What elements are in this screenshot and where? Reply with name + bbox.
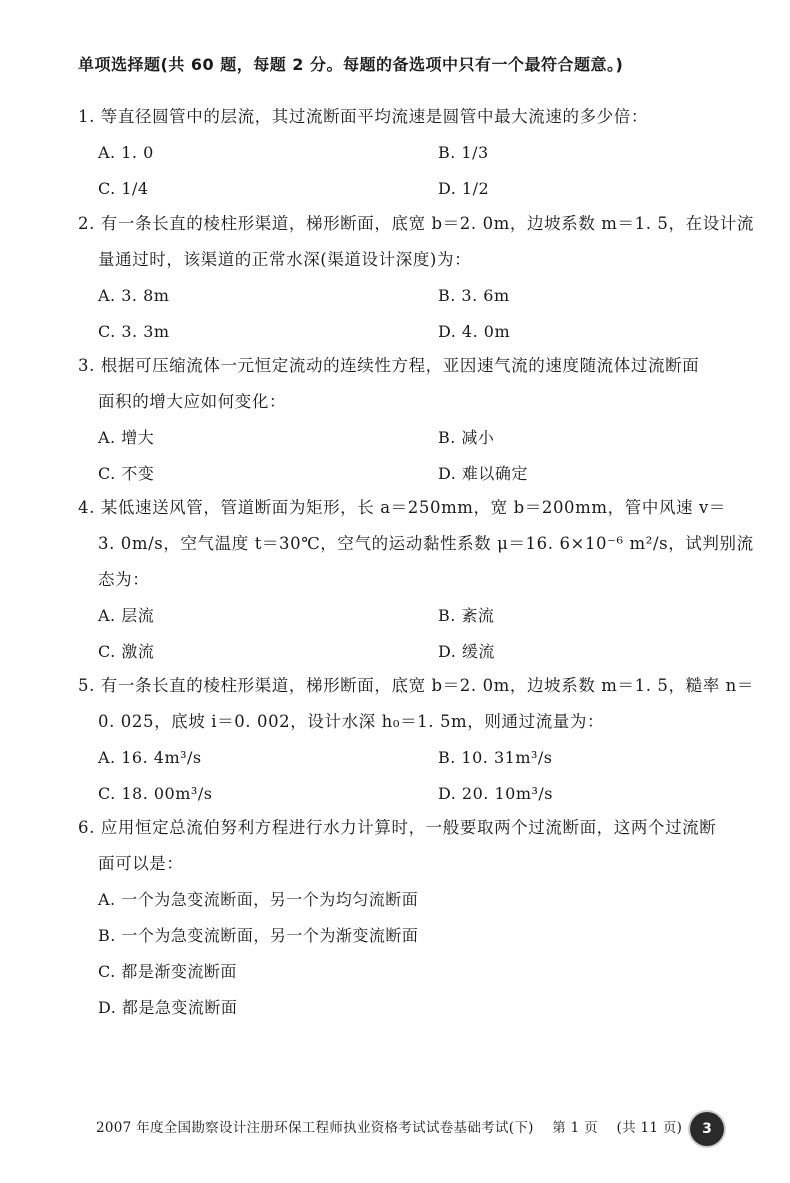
- option-d: D. 难以确定: [438, 464, 528, 483]
- options-row: [78, 456, 738, 492]
- question-text-cont: 3. 0m/s，空气温度 t＝30℃，空气的运动黏性系数 μ＝16. 6×10⁻⁶ m²/s，试判别流: [98, 534, 754, 553]
- question-text-cont: 0. 025，底坡 i＝0. 002，设计水深 h₀＝1. 5m，则通过流量为：: [98, 712, 605, 731]
- question-text: 2. 有一条长直的棱柱形渠道，梯形断面，底宽 b＝2. 0m，边坡系数 m＝1. 5，在设计流: [78, 214, 755, 233]
- option-d: D. 1/2: [438, 179, 490, 198]
- section-header: 单项选择题(共 60 题，每题 2 分。每题的备选项中只有一个最符合题意。): [78, 55, 624, 74]
- question-text: 1. 等直径圆管中的层流，其过流断面平均流速是圆管中最大流速的多少倍：: [78, 107, 648, 126]
- options-row: [78, 171, 738, 207]
- option-c: C. 激流: [98, 642, 155, 661]
- question-3: [78, 348, 738, 492]
- question-text-cont: 量通过时，该渠道的正常水深(渠道设计深度)为：: [98, 250, 472, 269]
- option-a: A. 一个为急变流断面，另一个为均匀流断面: [98, 890, 419, 909]
- option-c: C. 都是渐变流断面: [98, 962, 237, 981]
- options-row: [78, 278, 738, 314]
- footer-total: (共 11 页): [616, 1120, 683, 1136]
- page-number-badge: 3: [690, 1112, 724, 1146]
- option-a: A. 1. 0: [98, 143, 154, 162]
- question-text-cont: 面可以是：: [98, 854, 184, 873]
- question-4: [78, 490, 754, 670]
- options-row: [78, 598, 738, 634]
- option-b: B. 紊流: [438, 606, 495, 625]
- option-a: A. 层流: [98, 606, 155, 625]
- option-a: A. 增大: [98, 428, 155, 447]
- option-b: B. 10. 31m³/s: [438, 748, 553, 767]
- option-b: B. 减小: [438, 428, 495, 447]
- options-row: [78, 314, 738, 350]
- options-row: [78, 135, 738, 171]
- option-c: C. 18. 00m³/s: [98, 784, 213, 803]
- option-d: D. 缓流: [438, 642, 495, 661]
- question-text: 4. 某低速送风管，管道断面为矩形，长 a＝250mm，宽 b＝200mm，管中风速 v＝: [78, 498, 727, 517]
- question-6: [78, 810, 738, 1026]
- options-row: [78, 420, 738, 456]
- question-text: 5. 有一条长直的棱柱形渠道，梯形断面，底宽 b＝2. 0m，边坡系数 m＝1. 5，糙率 n＝: [78, 676, 754, 695]
- option-b: B. 1/3: [438, 143, 489, 162]
- question-5: [78, 668, 754, 812]
- question-text: 3. 根据可压缩流体一元恒定流动的连续性方程，亚因速气流的速度随流体过流断面: [78, 356, 700, 375]
- option-a: A. 16. 4m³/s: [98, 748, 202, 767]
- option-d: D. 4. 0m: [438, 322, 511, 341]
- options-row: [78, 776, 738, 812]
- option-d: D. 20. 10m³/s: [438, 784, 554, 803]
- option-d: D. 都是急变流断面: [98, 998, 238, 1017]
- options-row: [78, 634, 738, 670]
- option-c: C. 3. 3m: [98, 322, 170, 341]
- options-row: [78, 740, 738, 776]
- question-text-cont: 面积的增大应如何变化：: [98, 392, 287, 411]
- footer-page: 第 1 页: [552, 1120, 598, 1136]
- option-a: A. 3. 8m: [98, 286, 170, 305]
- question-1: [78, 99, 738, 207]
- question-2: [78, 206, 755, 350]
- option-c: C. 不变: [98, 464, 155, 483]
- question-text-cont: 态为：: [98, 570, 150, 589]
- footer-title: 2007 年度全国勘察设计注册环保工程师执业资格考试试卷基础考试(下): [96, 1120, 534, 1136]
- question-text: 6. 应用恒定总流伯努利方程进行水力计算时，一般要取两个过流断面，这两个过流断: [78, 818, 717, 837]
- option-b: B. 3. 6m: [438, 286, 510, 305]
- option-b: B. 一个为急变流断面，另一个为渐变流断面: [98, 926, 419, 945]
- page-footer: [96, 1116, 696, 1136]
- option-c: C. 1/4: [98, 179, 149, 198]
